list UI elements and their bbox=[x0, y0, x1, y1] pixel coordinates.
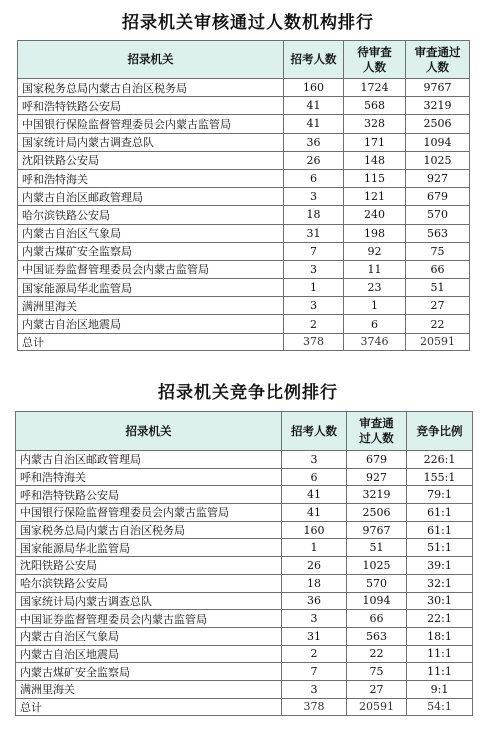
table-row bbox=[16, 557, 473, 575]
col3-cell: 11 bbox=[344, 260, 406, 278]
total-agency-cell: 总计 bbox=[16, 698, 282, 715]
col4-cell: 32:1 bbox=[407, 574, 473, 592]
total-col4-cell: 20591 bbox=[406, 333, 470, 350]
table-row bbox=[18, 315, 470, 333]
table-row bbox=[16, 486, 473, 504]
quota-cell: 26 bbox=[284, 151, 344, 169]
agency-cell: 国家税务总局内蒙古自治区税务局 bbox=[16, 521, 282, 539]
table1-header-agency: 招录机关 bbox=[18, 41, 284, 79]
col3-cell: 9767 bbox=[347, 521, 407, 539]
quota-cell: 2 bbox=[282, 645, 347, 663]
col4-cell: 61:1 bbox=[407, 504, 473, 522]
quota-cell: 36 bbox=[282, 592, 347, 610]
quota-cell: 160 bbox=[284, 79, 344, 97]
quota-cell: 7 bbox=[282, 663, 347, 681]
agency-cell: 中国证券监督管理委员会内蒙古监管局 bbox=[16, 610, 282, 628]
col4-cell: 1094 bbox=[406, 133, 470, 151]
col4-cell: 39:1 bbox=[407, 557, 473, 575]
col4-cell: 27 bbox=[406, 297, 470, 315]
table1-title: 招录机关审核通过人数机构排行 bbox=[122, 13, 374, 33]
agency-cell: 内蒙古自治区地震局 bbox=[18, 315, 284, 333]
col3-cell: 121 bbox=[344, 188, 406, 206]
col4-cell: 9:1 bbox=[407, 680, 473, 698]
quota-cell: 3 bbox=[282, 610, 347, 628]
table-row bbox=[16, 627, 473, 645]
col3-cell: 1025 bbox=[347, 557, 407, 575]
agency-cell: 沈阳铁路公安局 bbox=[16, 557, 282, 575]
table-row bbox=[18, 133, 470, 151]
agency-cell: 哈尔滨铁路公安局 bbox=[18, 206, 284, 224]
col3-cell: 679 bbox=[347, 451, 407, 469]
quota-cell: 2 bbox=[284, 315, 344, 333]
col3-cell: 92 bbox=[344, 242, 406, 260]
total-col3-cell: 3746 bbox=[344, 333, 406, 350]
total-agency-cell: 总计 bbox=[18, 333, 284, 350]
col4-cell: 66 bbox=[406, 260, 470, 278]
col4-cell: 30:1 bbox=[407, 592, 473, 610]
quota-cell: 1 bbox=[282, 539, 347, 557]
agency-cell: 内蒙古自治区气象局 bbox=[18, 224, 284, 242]
col3-cell: 570 bbox=[347, 574, 407, 592]
table-row bbox=[16, 539, 473, 557]
col3-cell: 3219 bbox=[347, 486, 407, 504]
col3-cell: 148 bbox=[344, 151, 406, 169]
col3-cell: 328 bbox=[344, 115, 406, 133]
table-row bbox=[18, 115, 470, 133]
col3-cell: 927 bbox=[347, 468, 407, 486]
table-row bbox=[18, 151, 470, 169]
quota-cell: 3 bbox=[284, 260, 344, 278]
table2-header-quota: 招考人数 bbox=[282, 412, 347, 451]
col4-cell: 22:1 bbox=[407, 610, 473, 628]
total-row bbox=[16, 698, 473, 715]
total-quota-cell: 378 bbox=[282, 698, 347, 715]
col4-cell: 51:1 bbox=[407, 539, 473, 557]
quota-cell: 1 bbox=[284, 279, 344, 297]
col3-cell: 22 bbox=[347, 645, 407, 663]
table1-body bbox=[18, 79, 470, 351]
quota-cell: 7 bbox=[284, 242, 344, 260]
col3-cell: 563 bbox=[347, 627, 407, 645]
approved-count-ranking-table bbox=[17, 40, 470, 351]
agency-cell: 内蒙古自治区邮政管理局 bbox=[18, 188, 284, 206]
table-row bbox=[18, 297, 470, 315]
table1-header-row bbox=[18, 41, 470, 79]
table-row bbox=[18, 224, 470, 242]
agency-cell: 呼和浩特铁路公安局 bbox=[16, 486, 282, 504]
col4-cell: 79:1 bbox=[407, 486, 473, 504]
col3-cell: 27 bbox=[347, 680, 407, 698]
table-row bbox=[16, 610, 473, 628]
table2-title: 招录机关竞争比例排行 bbox=[158, 383, 338, 403]
quota-cell: 3 bbox=[284, 188, 344, 206]
col4-cell: 2506 bbox=[406, 115, 470, 133]
table2-header-agency: 招录机关 bbox=[16, 412, 282, 451]
col3-cell: 6 bbox=[344, 315, 406, 333]
quota-cell: 3 bbox=[282, 680, 347, 698]
total-col3-cell: 20591 bbox=[347, 698, 407, 715]
table-row bbox=[18, 242, 470, 260]
quota-cell: 31 bbox=[282, 627, 347, 645]
col4-cell: 1025 bbox=[406, 151, 470, 169]
quota-cell: 41 bbox=[284, 97, 344, 115]
col3-cell: 568 bbox=[344, 97, 406, 115]
agency-cell: 满洲里海关 bbox=[18, 297, 284, 315]
col3-cell: 75 bbox=[347, 663, 407, 681]
table-row bbox=[16, 680, 473, 698]
col4-cell: 51 bbox=[406, 279, 470, 297]
table-row bbox=[16, 574, 473, 592]
quota-cell: 36 bbox=[284, 133, 344, 151]
agency-cell: 内蒙古自治区邮政管理局 bbox=[16, 451, 282, 469]
table-row bbox=[18, 79, 470, 97]
quota-cell: 18 bbox=[284, 206, 344, 224]
col4-cell: 155:1 bbox=[407, 468, 473, 486]
col3-cell: 66 bbox=[347, 610, 407, 628]
agency-cell: 呼和浩特海关 bbox=[18, 169, 284, 187]
quota-cell: 6 bbox=[282, 468, 347, 486]
total-row bbox=[18, 333, 470, 350]
table-row bbox=[18, 169, 470, 187]
table-row bbox=[18, 279, 470, 297]
agency-cell: 哈尔滨铁路公安局 bbox=[16, 574, 282, 592]
table2-header-row bbox=[16, 412, 473, 451]
agency-cell: 中国证券监督管理委员会内蒙古监管局 bbox=[18, 260, 284, 278]
table-row bbox=[16, 521, 473, 539]
table1-header-pending: 待审查 人数 bbox=[344, 41, 406, 79]
agency-cell: 内蒙古煤矿安全监察局 bbox=[16, 663, 282, 681]
quota-cell: 41 bbox=[282, 504, 347, 522]
col3-cell: 51 bbox=[347, 539, 407, 557]
table-row bbox=[18, 188, 470, 206]
agency-cell: 中国银行保险监督管理委员会内蒙古监管局 bbox=[16, 504, 282, 522]
quota-cell: 18 bbox=[282, 574, 347, 592]
col4-cell: 563 bbox=[406, 224, 470, 242]
col3-cell: 23 bbox=[344, 279, 406, 297]
table2-header-approved: 审查通 过人数 bbox=[347, 412, 407, 451]
table-row bbox=[16, 592, 473, 610]
col4-cell: 3219 bbox=[406, 97, 470, 115]
agency-cell: 内蒙古自治区地震局 bbox=[16, 645, 282, 663]
table-row bbox=[16, 504, 473, 522]
agency-cell: 国家税务总局内蒙古自治区税务局 bbox=[18, 79, 284, 97]
col4-cell: 22 bbox=[406, 315, 470, 333]
col3-cell: 240 bbox=[344, 206, 406, 224]
agency-cell: 呼和浩特铁路公安局 bbox=[18, 97, 284, 115]
col4-cell: 11:1 bbox=[407, 645, 473, 663]
table-row bbox=[16, 645, 473, 663]
quota-cell: 3 bbox=[282, 451, 347, 469]
col3-cell: 1 bbox=[344, 297, 406, 315]
quota-cell: 3 bbox=[284, 297, 344, 315]
table-row bbox=[18, 206, 470, 224]
col4-cell: 61:1 bbox=[407, 521, 473, 539]
col3-cell: 115 bbox=[344, 169, 406, 187]
table-row bbox=[18, 260, 470, 278]
total-col4-cell: 54:1 bbox=[407, 698, 473, 715]
agency-cell: 呼和浩特海关 bbox=[16, 468, 282, 486]
quota-cell: 31 bbox=[284, 224, 344, 242]
agency-cell: 沈阳铁路公安局 bbox=[18, 151, 284, 169]
agency-cell: 国家能源局华北监管局 bbox=[18, 279, 284, 297]
col4-cell: 679 bbox=[406, 188, 470, 206]
agency-cell: 中国银行保险监督管理委员会内蒙古监管局 bbox=[18, 115, 284, 133]
agency-cell: 国家统计局内蒙古调查总队 bbox=[16, 592, 282, 610]
quota-cell: 26 bbox=[282, 557, 347, 575]
table-row bbox=[16, 663, 473, 681]
col4-cell: 75 bbox=[406, 242, 470, 260]
table-row bbox=[18, 97, 470, 115]
agency-cell: 内蒙古煤矿安全监察局 bbox=[18, 242, 284, 260]
col3-cell: 171 bbox=[344, 133, 406, 151]
agency-cell: 满洲里海关 bbox=[16, 680, 282, 698]
table-row bbox=[16, 451, 473, 469]
col3-cell: 1094 bbox=[347, 592, 407, 610]
col3-cell: 198 bbox=[344, 224, 406, 242]
table1-header-quota: 招考人数 bbox=[284, 41, 344, 79]
table2-body bbox=[16, 451, 473, 716]
table2-header-ratio: 竞争比例 bbox=[407, 412, 473, 451]
agency-cell: 国家能源局华北监管局 bbox=[16, 539, 282, 557]
total-quota-cell: 378 bbox=[284, 333, 344, 350]
agency-cell: 国家统计局内蒙古调查总队 bbox=[18, 133, 284, 151]
quota-cell: 6 bbox=[284, 169, 344, 187]
quota-cell: 41 bbox=[282, 486, 347, 504]
quota-cell: 41 bbox=[284, 115, 344, 133]
table1-header-approved: 审查通过 人数 bbox=[406, 41, 470, 79]
col4-cell: 226:1 bbox=[407, 451, 473, 469]
quota-cell: 160 bbox=[282, 521, 347, 539]
col4-cell: 18:1 bbox=[407, 627, 473, 645]
table-row bbox=[16, 468, 473, 486]
competition-ratio-ranking-table bbox=[15, 411, 473, 716]
col4-cell: 11:1 bbox=[407, 663, 473, 681]
col4-cell: 9767 bbox=[406, 79, 470, 97]
col4-cell: 927 bbox=[406, 169, 470, 187]
col3-cell: 2506 bbox=[347, 504, 407, 522]
col4-cell: 570 bbox=[406, 206, 470, 224]
agency-cell: 内蒙古自治区气象局 bbox=[16, 627, 282, 645]
col3-cell: 1724 bbox=[344, 79, 406, 97]
